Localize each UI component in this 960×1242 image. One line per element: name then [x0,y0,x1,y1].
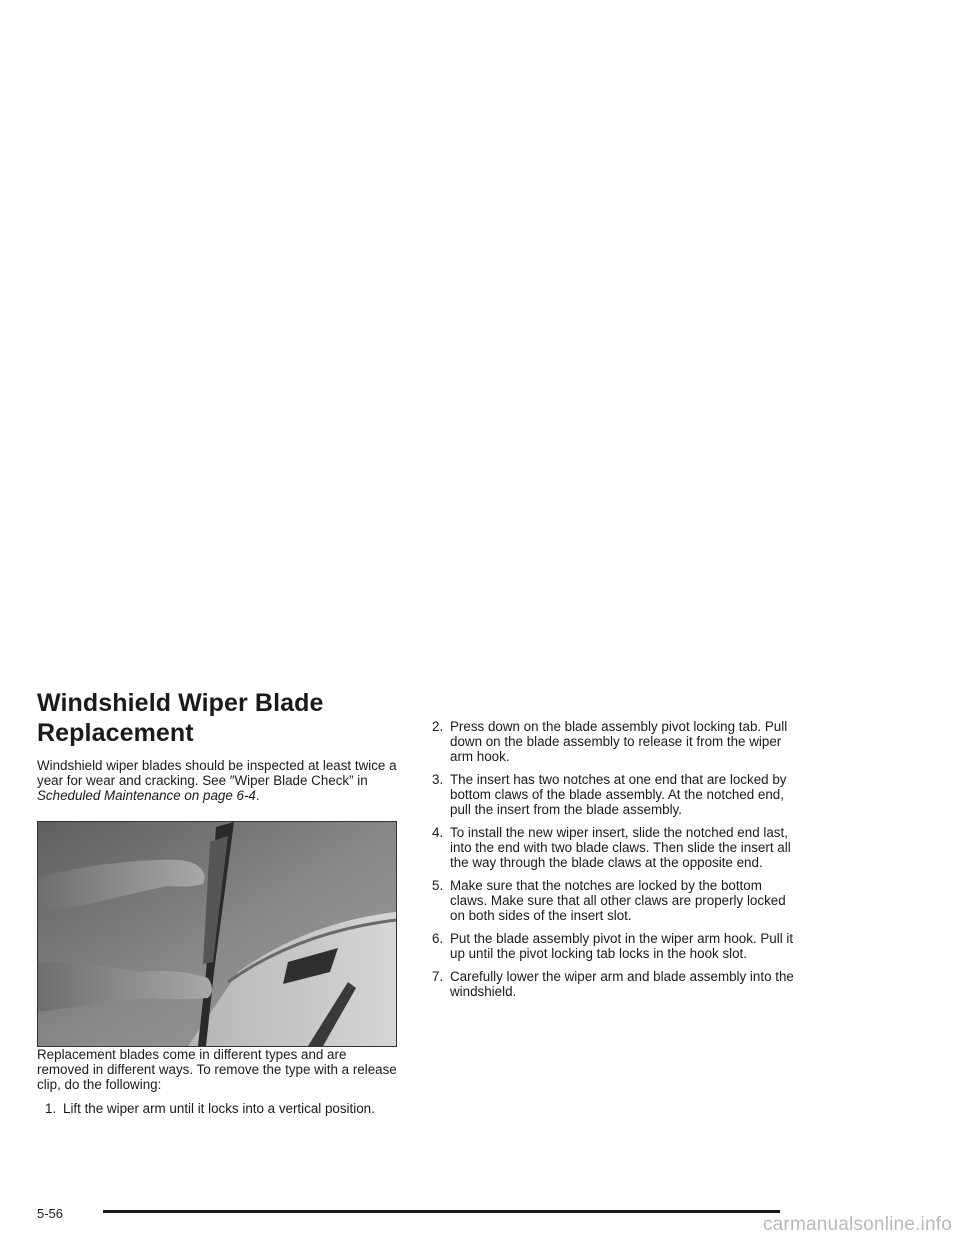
watermark: carmanualsonline.info [762,1214,952,1235]
step-number: 4. [432,825,444,840]
step-number: 7. [432,969,444,984]
step-text: Carefully lower the wiper arm and blade assembly into the windshield. [450,969,794,999]
step-6 [432,931,802,961]
step-text: To install the new wiper insert, slide the notched end last, into the end with two blade claws. Then slide the insert all the way through the blade claws at the opposite end. [450,825,791,870]
wiper-blade-photo [37,821,397,1047]
step-3 [432,772,802,817]
right-column [432,719,802,1007]
step-1 [45,1101,397,1116]
step-text: Lift the wiper arm until it locks into a vertical position. [63,1101,375,1116]
step-number: 3. [432,772,444,787]
section-title-line2: Replacement [37,719,194,747]
step-number: 1. [45,1101,57,1116]
section-title [37,688,397,748]
step-text: Press down on the blade assembly pivot locking tab. Pull down on the blade assembly to release it from the wiper arm hook. [450,719,788,764]
step-2 [432,719,802,764]
intro-text: Windshield wiper blades should be inspected at least twice a year for wear and cracking. See ″Wiper Blade Check” in [37,758,397,788]
page-number: 5-56 [37,1206,64,1221]
step-7 [432,969,802,999]
step-text: The insert has two notches at one end that are locked by bottom claws of the blade assembly. At the notched end, pull the insert from the blade assembly. [450,772,787,817]
step-number: 6. [432,931,444,946]
step-text: Make sure that the notches are locked by the bottom claws. Make sure that all other claws are properly locked on both sides of the insert slot. [450,878,786,923]
step-text: Put the blade assembly pivot in the wiper arm hook. Pull it up until the pivot locking tab locks in the hook slot. [450,931,794,961]
step-number: 5. [432,878,444,893]
left-column [37,688,397,1124]
footer-rule [103,1210,780,1213]
intro-cross-reference: Scheduled Maintenance on page 6-4 [37,788,256,803]
intro-end: . [255,788,260,803]
step-number: 2. [432,719,444,734]
intro-paragraph [37,758,397,803]
step-4 [432,825,802,870]
after-photo-paragraph: Replacement blades come in different types and are removed in different ways. To remove the type with a release clip, do the following: [37,1047,397,1092]
section-title-line1: Windshield Wiper Blade [37,689,324,717]
step-5 [432,878,802,923]
